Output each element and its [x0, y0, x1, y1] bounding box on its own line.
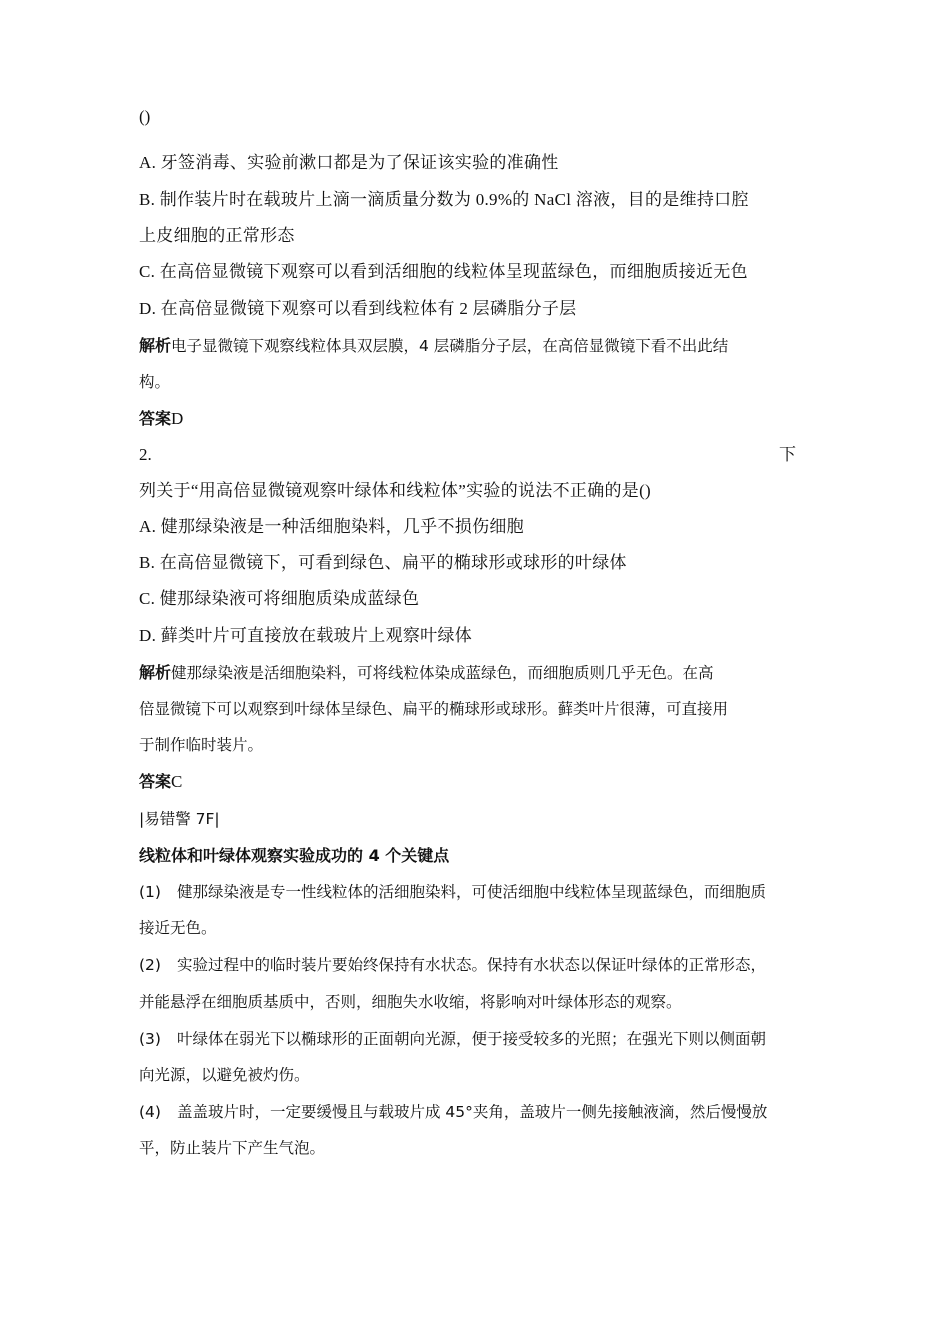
q1-analysis — [139, 333, 819, 359]
q2-stem: 列关于“用高倍显微镜观察叶绿体和线粒体”实验的说法不正确的是() — [139, 481, 652, 500]
point-1 — [139, 879, 819, 905]
point-4-cont: 平，防止装片下产生气泡。 — [139, 1139, 326, 1157]
q1-answer — [139, 406, 819, 432]
q1-option-a: A. 牙签消毒、实验前漱口都是为了保证该实验的准确性 — [139, 153, 559, 172]
point-2-number: (2) — [139, 956, 161, 974]
q2-analysis-text: 健那绿染液是活细胞染料，可将线粒体染成蓝绿色，而细胞质则几乎无色。在高 — [171, 664, 714, 682]
q2-analysis-label: 解析 — [139, 663, 172, 682]
q1-answer-value: D — [171, 409, 184, 428]
point-4 — [139, 1099, 819, 1125]
warning-title: 线粒体和叶绿体观察实验成功的 4 个关键点 — [139, 846, 450, 865]
q1-stem-tail: () — [139, 107, 151, 126]
q1-analysis-label: 解析 — [139, 336, 172, 355]
q2-analysis — [139, 660, 819, 686]
point-4-text: 盖盖玻片时，一定要缓慢且与载玻片成 45°夹角，盖玻片一侧先接触液滴，然后慢慢放 — [177, 1103, 768, 1121]
q2-number: 2. — [139, 445, 152, 464]
point-3-cont: 向光源，以避免被灼伤。 — [139, 1066, 310, 1084]
point-2-cont: 并能悬浮在细胞质基质中，否则，细胞失水收缩，将影响对叶绿体形态的观察。 — [139, 993, 682, 1011]
q1-analysis-text: 电子显微镜下观察线粒体具双层膜，4 层磷脂分子层，在高倍显微镜下看不出此结 — [171, 337, 729, 355]
point-1-number: (1) — [139, 883, 161, 901]
q2-analysis-cont-1: 倍显微镜下可以观察到叶绿体呈绿色、扁平的椭球形或球形。藓类叶片很薄，可直接用 — [139, 700, 729, 718]
point-2 — [139, 952, 819, 978]
q1-option-d: D. 在高倍显微镜下观察可以看到线粒体有 2 层磷脂分子层 — [139, 299, 577, 318]
q2-option-a: A. 健那绿染液是一种活细胞染料，几乎不损伤细胞 — [139, 517, 524, 536]
q2-answer-value: C — [171, 772, 183, 791]
point-3-number: (3) — [139, 1030, 161, 1048]
q1-answer-label: 答案 — [139, 409, 172, 428]
point-1-cont: 接近无色。 — [139, 919, 217, 937]
q2-analysis-cont-2: 于制作临时装片。 — [139, 736, 264, 754]
q2-option-d: D. 藓类叶片可直接放在载玻片上观察叶绿体 — [139, 626, 473, 645]
point-3-text: 叶绿体在弱光下以椭球形的正面朝向光源，便于接受较多的光照；在强光下则以侧面朝 — [177, 1030, 767, 1048]
q1-option-b: B. 制作装片时在载玻片上滴一滴质量分数为 0.9%的 NaCl 溶液，目的是维持口腔 — [139, 190, 749, 209]
q2-option-b: B. 在高倍显微镜下，可看到绿色、扁平的椭球形或球形的叶绿体 — [139, 553, 627, 572]
q2-stem-right: 下 — [779, 445, 796, 464]
point-2-text: 实验过程中的临时装片要始终保持有水状态。保持有水状态以保证叶绿体的正常形态， — [177, 956, 767, 974]
q1-option-c: C. 在高倍显微镜下观察可以看到活细胞的线粒体呈现蓝绿色，而细胞质接近无色 — [139, 262, 748, 281]
point-1-text: 健那绿染液是专一性线粒体的活细胞染料，可使活细胞中线粒体呈现蓝绿色，而细胞质 — [177, 883, 767, 901]
q2-option-c: C. 健那绿染液可将细胞质染成蓝绿色 — [139, 589, 420, 608]
q1-analysis-cont: 构。 — [139, 373, 171, 391]
q2-answer-label: 答案 — [139, 772, 172, 791]
q2-answer — [139, 769, 819, 795]
warning-tag: |易错警 7F| — [139, 810, 220, 828]
point-3 — [139, 1026, 819, 1052]
q1-option-b-cont: 上皮细胞的正常形态 — [139, 226, 295, 245]
point-4-number: (4) — [139, 1103, 161, 1121]
